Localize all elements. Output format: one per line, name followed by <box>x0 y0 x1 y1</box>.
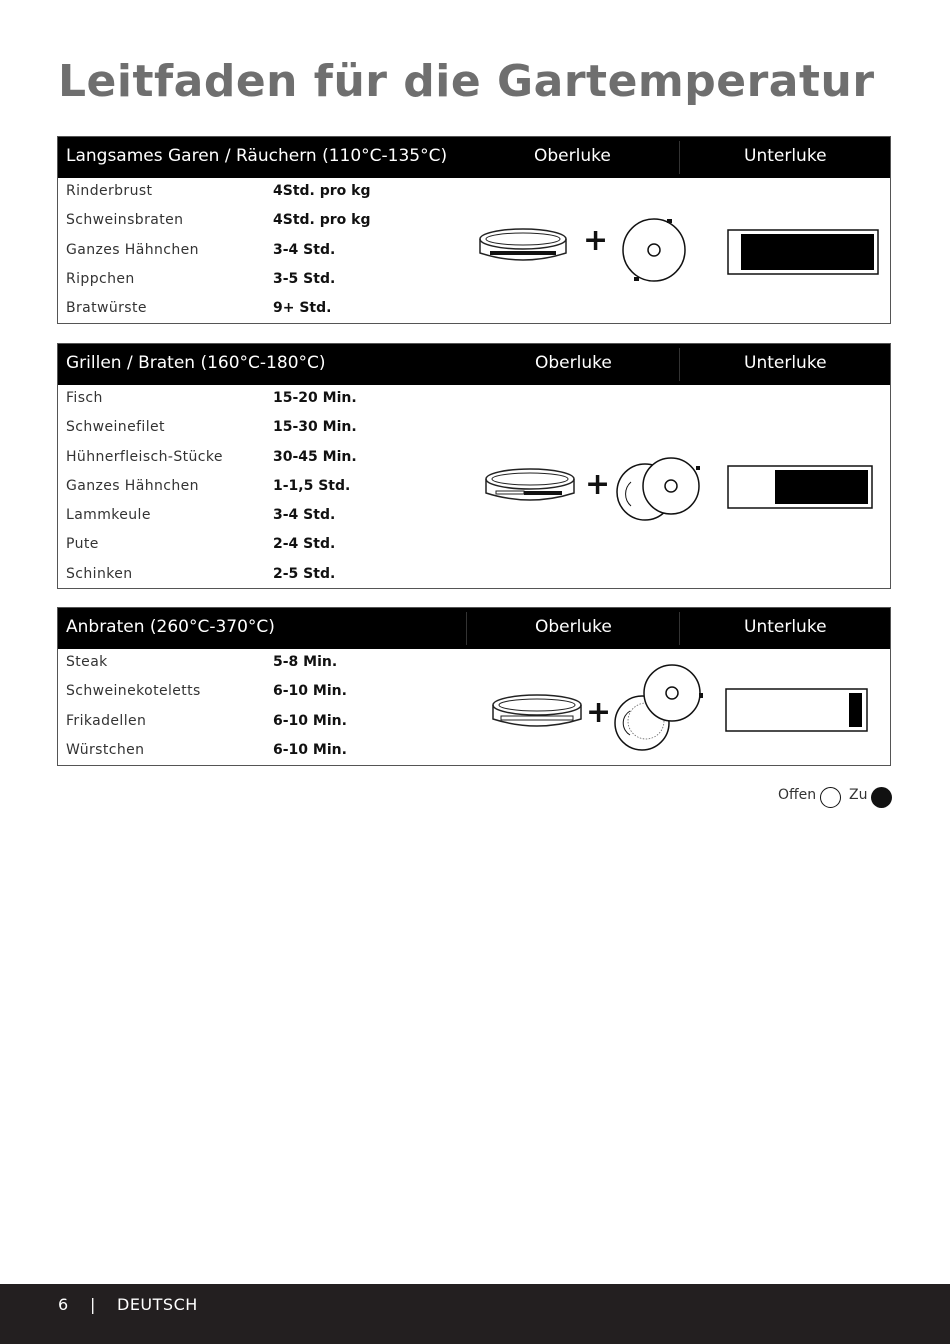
table-header <box>58 608 890 649</box>
food-name: Rippchen <box>66 270 135 287</box>
food-name: Lammkeule <box>66 507 151 524</box>
page-title: Leitfaden für die Gartemperatur <box>58 56 875 107</box>
plus-icon: + <box>585 467 611 502</box>
closed-circle-icon <box>871 787 892 808</box>
table-header <box>58 344 890 385</box>
food-name: Schweinsbraten <box>66 212 184 229</box>
food-name: Hühnerfleisch-Stücke <box>66 448 223 465</box>
food-name: Rinderbrust <box>66 183 153 199</box>
table-heading: Langsames Garen / Räuchern (110°C-135°C) <box>66 146 448 166</box>
food-name: Schweinefilet <box>66 419 165 436</box>
table-row <box>58 649 890 678</box>
cook-time: 15-30 Min. <box>273 419 357 436</box>
bottom-vent-closed-fill <box>775 470 868 504</box>
food-name: Würstchen <box>66 741 145 758</box>
table-header <box>58 137 890 178</box>
cook-time: 3-4 Std. <box>273 241 336 258</box>
food-name: Pute <box>66 536 99 553</box>
cook-time: 6-10 Min. <box>273 741 347 758</box>
table-row <box>58 385 890 414</box>
legend-closed-label: Zu <box>849 787 868 803</box>
footer-separator: | <box>90 1295 96 1314</box>
top-lid-half-open-icon <box>613 454 703 524</box>
table-row <box>58 737 890 766</box>
cook-time: 15-20 Min. <box>273 390 357 406</box>
cook-time: 6-10 Min. <box>273 683 347 700</box>
plus-icon: + <box>586 695 612 730</box>
food-name: Ganzes Hähnchen <box>66 241 199 258</box>
food-name: Fisch <box>66 390 103 406</box>
bottom-vent-column-label: Unterluke <box>744 146 827 166</box>
bottom-vent-closed-fill <box>741 234 874 270</box>
top-vent-column-label: Oberluke <box>535 353 612 373</box>
top-vent-column-label: Oberluke <box>535 617 612 637</box>
cook-time: 5-8 Min. <box>273 654 338 670</box>
page-footer <box>0 1284 950 1344</box>
top-vent-column-label: Oberluke <box>534 146 611 166</box>
table-heading: Anbraten (260°C-370°C) <box>66 617 275 637</box>
food-name: Steak <box>66 654 108 670</box>
cook-time: 2-5 Std. <box>273 565 336 582</box>
food-name: Schinken <box>66 565 133 582</box>
top-vent-dial-icon <box>484 467 576 507</box>
bottom-vent-slider-icon <box>727 229 880 275</box>
footer-language: DEUTSCH <box>117 1295 198 1314</box>
table-row <box>58 295 890 324</box>
open-circle-icon <box>820 787 841 808</box>
table-row <box>58 531 890 560</box>
table-row <box>58 414 890 443</box>
cook-time: 30-45 Min. <box>273 448 357 465</box>
top-vent-dial-icon <box>491 693 583 733</box>
cook-time: 6-10 Min. <box>273 712 347 729</box>
page-number: 6 <box>58 1295 69 1314</box>
cooking-table-grill <box>57 343 891 589</box>
cooking-table-slow <box>57 136 891 324</box>
table-row <box>58 178 890 207</box>
cook-time: 1-1,5 Std. <box>273 477 351 494</box>
bottom-vent-column-label: Unterluke <box>744 617 827 637</box>
bottom-vent-column-label: Unterluke <box>744 353 827 373</box>
cook-time: 3-4 Std. <box>273 507 336 524</box>
top-vent-dial-icon <box>478 227 568 267</box>
cook-time: 9+ Std. <box>273 300 332 317</box>
cook-time: 4Std. pro kg <box>273 212 371 229</box>
bottom-vent-closed-fill <box>849 693 862 727</box>
food-name: Frikadellen <box>66 712 147 729</box>
food-name: Ganzes Hähnchen <box>66 477 199 494</box>
food-name: Bratwürste <box>66 300 147 317</box>
cook-time: 3-5 Std. <box>273 270 336 287</box>
cook-time: 4Std. pro kg <box>273 183 371 199</box>
legend-open-label: Offen <box>778 787 817 803</box>
table-row <box>58 561 890 590</box>
top-lid-open-icon <box>619 217 691 283</box>
bottom-vent-slider-icon <box>725 688 870 734</box>
plus-icon: + <box>583 223 609 258</box>
cook-time: 2-4 Std. <box>273 536 336 553</box>
table-heading: Grillen / Braten (160°C-180°C) <box>66 353 326 373</box>
food-name: Schweinekoteletts <box>66 683 201 700</box>
bottom-vent-slider-icon <box>727 465 874 511</box>
cooking-table-sear <box>57 607 891 766</box>
top-lid-fully-open-icon <box>610 663 710 753</box>
